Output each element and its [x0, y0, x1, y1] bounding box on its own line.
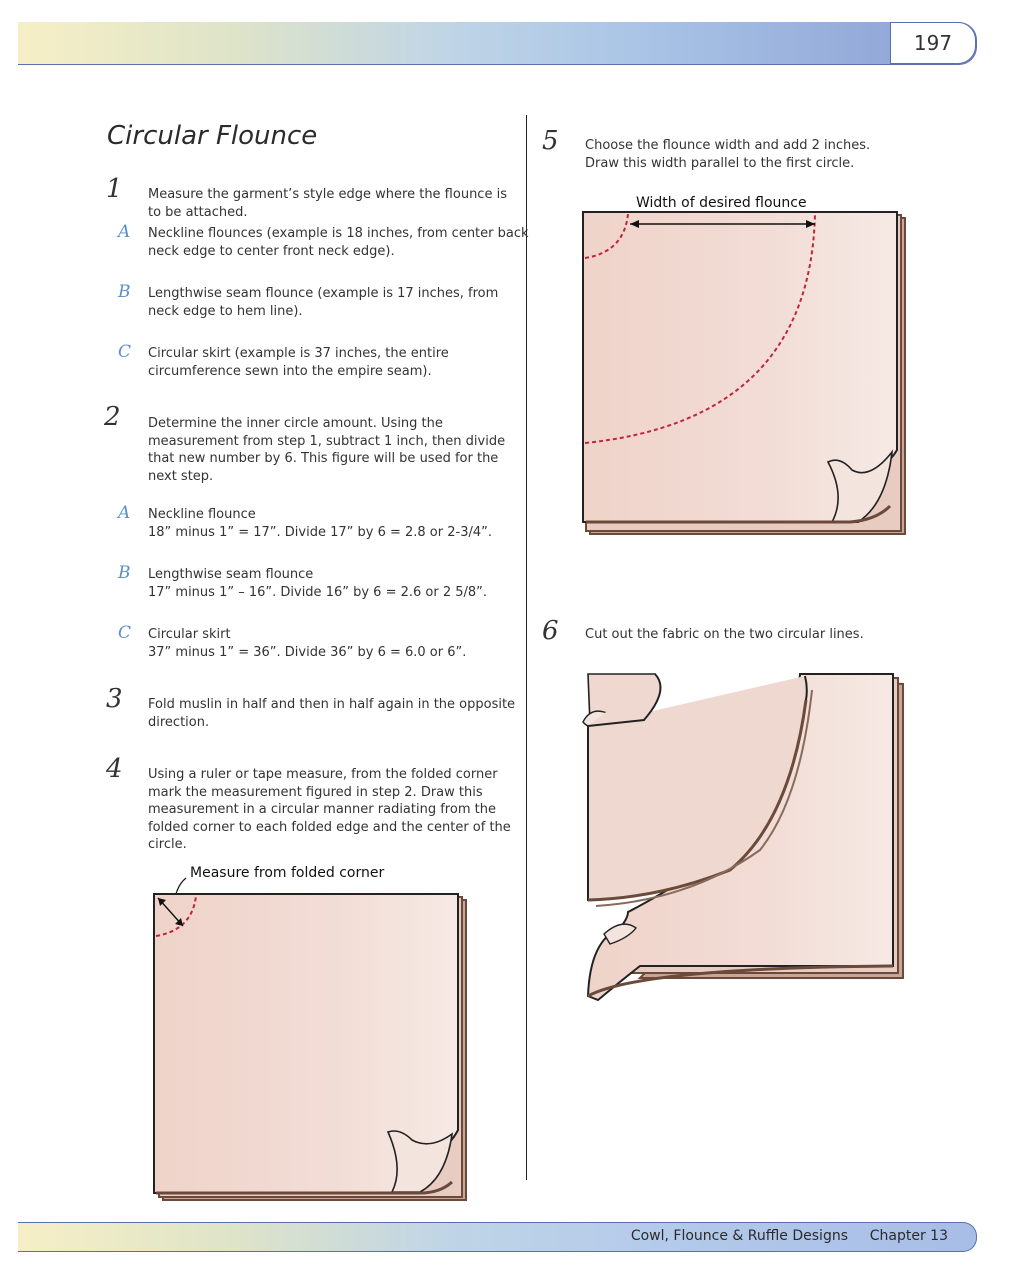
text-line: Using a ruler or tape measure, from the folded corner	[148, 767, 498, 782]
step-1c-letter: C	[118, 342, 132, 362]
text-line: measurement from step 1, subtract 1 inch, then divide	[148, 433, 506, 449]
text-line: Neckline flounce	[148, 507, 256, 522]
footer-book-title: Cowl, Flounce & Ruffle Designs	[630, 1228, 848, 1244]
step-2b-letter: B	[118, 563, 131, 583]
text-line: 37” minus 1” = 36”. Divide 36” by 6 = 6.0 or 6”.	[148, 644, 467, 660]
text-line: neck edge to center front neck edge).	[148, 243, 395, 259]
text-line: 18” minus 1” = 17”. Divide 17” by 6 = 2.8 or 2-3/4”.	[148, 524, 492, 540]
page-title: Circular Flounce	[107, 121, 318, 151]
text-line: Choose the flounce width and add 2 inches.	[585, 138, 871, 153]
step-3-number: 3	[106, 684, 123, 714]
text-line: Lengthwise seam flounce (example is 17 inches, from	[148, 286, 499, 301]
text-line: Determine the inner circle amount. Using the	[148, 416, 443, 431]
text-line: to be attached.	[148, 204, 248, 220]
text-line: Circular skirt	[148, 627, 231, 642]
footer-chapter: Chapter 13	[869, 1228, 948, 1244]
step-1b-letter: B	[118, 282, 131, 302]
text-line: neck edge to hem line).	[148, 303, 303, 319]
step-1-number: 1	[106, 174, 123, 204]
step-2-number: 2	[104, 402, 121, 432]
text-line: folded corner to each folded edge and the center of the	[148, 819, 511, 835]
text-line: Measure the garment’s style edge where the flounce is	[148, 187, 507, 202]
text-line: circumference sewn into the empire seam).	[148, 363, 432, 379]
text-line: direction.	[148, 714, 210, 730]
step-5-number: 5	[542, 126, 559, 156]
text-line: Neckline flounces (example is 18 inches, from center back	[148, 226, 529, 241]
text-line: 17” minus 1” – 16”. Divide 16” by 6 = 2.6 or 2 5/8”.	[148, 584, 488, 600]
text-line: Circular skirt (example is 37 inches, the entire	[148, 346, 449, 361]
text-line: Fold muslin in half and then in half again in the opposite	[148, 697, 516, 712]
text-line: that new number by 6. This figure will be used for the	[148, 451, 499, 466]
text-line: next step.	[148, 468, 214, 484]
page-number: 197	[890, 22, 976, 64]
figure-5-label: Width of desired flounce	[636, 195, 807, 211]
text-line: Draw this width parallel to the first circle.	[585, 155, 855, 171]
text-line: mark the measurement figured in step 2. Draw this	[148, 784, 483, 800]
step-2a-letter: A	[118, 503, 131, 523]
step-4-number: 4	[106, 754, 123, 784]
text-line: circle.	[148, 837, 187, 852]
text-line: Cut out the fabric on the two circular lines.	[585, 627, 864, 642]
figure-4-label: Measure from folded corner	[190, 865, 385, 881]
step-6-number: 6	[542, 616, 559, 646]
step-1a-letter: A	[118, 222, 131, 242]
text-line: Lengthwise seam flounce	[148, 567, 314, 582]
step-2c-letter: C	[118, 623, 132, 643]
text-line: measurement in a circular manner radiating from the	[148, 802, 496, 817]
